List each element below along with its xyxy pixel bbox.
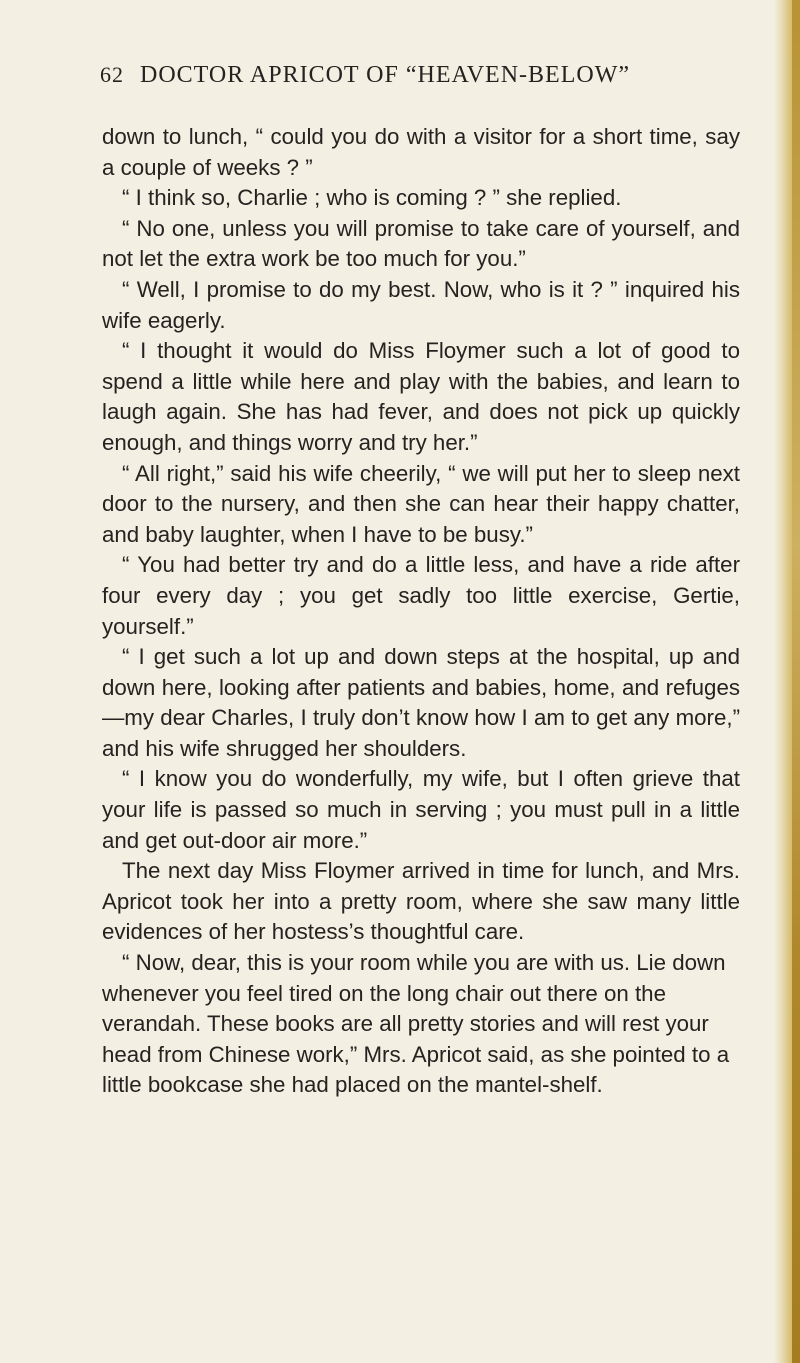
page-edge-gilt (792, 0, 800, 1363)
running-title: DOCTOR APRICOT OF “HEAVEN-BELOW” (140, 62, 631, 88)
page-number: 62 (100, 62, 124, 87)
body-text (102, 122, 740, 1101)
paragraph: “ I thought it would do Miss Floymer such a lot of good to spend a little while here and play with the babies, and learn to laugh again. She has had fever, and does not pick up quickly enough, and things worry and try her.” (102, 338, 740, 455)
paragraph: “ I know you do wonderfully, my wife, but I often grieve that your life is passed so much in serving ; you must pull in a little and get out-door air more.” (102, 766, 740, 853)
paragraph: “ Now, dear, this is your room while you are with us. Lie down whenever you feel tired on the long chair out there on the verandah. These books are all pretty stories and will rest your head from Chinese work,” Mrs. Apricot said, as she pointed to a little bookcase she had placed on the mantel-shelf. (102, 950, 730, 1098)
running-header (100, 62, 740, 89)
paragraph: “ I get such a lot up and down steps at the hospital, up and down here, looking after patients and babies, home, and refuges—my dear Charles, I truly don’t know how I am to get any more,” and his wife shrugged her shoulders. (102, 644, 740, 761)
paragraph: “ No one, unless you will promise to take care of yourself, and not let the extra work be too much for you.” (102, 215, 740, 272)
paragraph: “ I think so, Charlie ; who is coming ? ” she replied. (122, 185, 622, 211)
paragraph: “ Well, I promise to do my best. Now, who is it ? ” inquired his wife eagerly. (102, 276, 740, 333)
paragraph: “ All right,” said his wife cheerily, “ we will put her to sleep next door to the nursery, and then she can hear their happy chatter, and baby laughter, when I have to be busy.” (102, 460, 740, 547)
paragraph: down to lunch, “ could you do with a visitor for a short time, say a couple of weeks ? ” (102, 124, 740, 180)
paragraph: The next day Miss Floymer arrived in time for lunch, and Mrs. Apricot took her into a pretty room, where she saw many little evidences of her hostess’s thoughtful care. (102, 858, 740, 945)
paragraph: “ You had better try and do a little less, and have a ride after four every day ; you get sadly too little exercise, Gertie, yourself.” (102, 552, 740, 639)
